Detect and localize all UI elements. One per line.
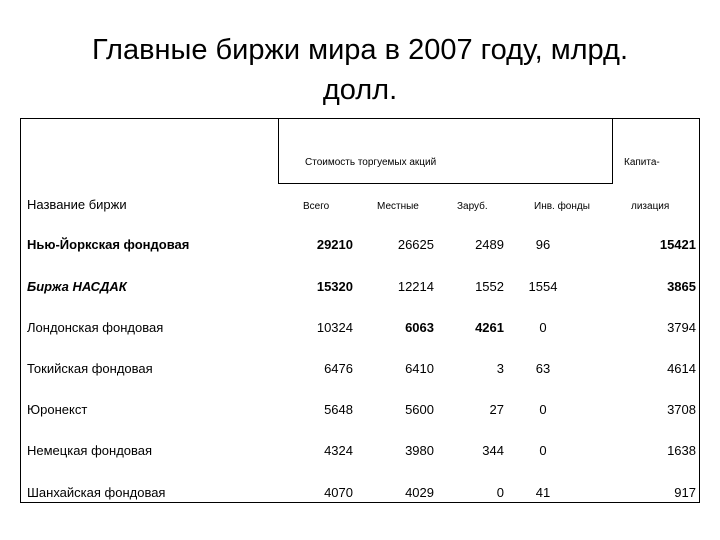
header-foreign: Заруб. xyxy=(457,201,488,212)
cell-foreign: 3 xyxy=(496,361,504,376)
cell-local: 6063 xyxy=(405,320,434,335)
cell-funds: 41 xyxy=(535,485,551,500)
cell-funds: 0 xyxy=(539,320,547,335)
cell-total: 4070 xyxy=(324,485,353,500)
row-exchange-name: Немецкая фондовая xyxy=(27,443,153,458)
cell-total: 4324 xyxy=(324,443,353,458)
cell-total: 15320 xyxy=(316,279,353,294)
cell-total: 5648 xyxy=(324,402,353,417)
cell-local: 26625 xyxy=(397,237,434,252)
cell-cap: 3708 xyxy=(667,402,696,417)
row-exchange-name: Токийская фондовая xyxy=(27,361,153,376)
cell-local: 3980 xyxy=(405,443,434,458)
row-exchange-name: Шанхайская фондовая xyxy=(27,485,166,500)
cell-total: 6476 xyxy=(324,361,353,376)
header-divider-vertical xyxy=(278,119,279,183)
row-exchange-name: Нью-Йоркская фондовая xyxy=(27,237,190,252)
cell-foreign: 1552 xyxy=(475,279,504,294)
cell-foreign: 2489 xyxy=(475,237,504,252)
cell-funds: 63 xyxy=(535,361,551,376)
header-local: Местные xyxy=(377,201,419,212)
header-divider-horizontal xyxy=(278,183,613,184)
exchanges-table xyxy=(20,118,700,503)
header-exchange-name: Название биржи xyxy=(27,197,127,212)
header-trade-value: Стоимость торгуемых акций xyxy=(305,157,437,168)
slide-title-line-1: Главные биржи мира в 2007 году, млрд. xyxy=(91,34,629,66)
cell-foreign: 0 xyxy=(496,485,504,500)
cell-funds: 0 xyxy=(539,443,547,458)
cell-foreign: 4261 xyxy=(475,320,504,335)
cell-funds: 0 xyxy=(539,402,547,417)
header-total: Всего xyxy=(303,201,330,212)
cell-funds: 96 xyxy=(535,237,551,252)
cell-cap: 1638 xyxy=(667,443,696,458)
row-exchange-name: Лондонская фондовая xyxy=(27,320,164,335)
cell-local: 12214 xyxy=(397,279,434,294)
header-capitalization-top: Капита- xyxy=(624,157,660,168)
cell-cap: 917 xyxy=(674,485,696,500)
header-capitalization-bottom: лизация xyxy=(631,201,670,212)
cell-cap: 3794 xyxy=(667,320,696,335)
slide-title xyxy=(0,30,720,110)
header-investment-funds: Инв. фонды xyxy=(534,201,590,212)
row-exchange-name: Биржа НАСДАК xyxy=(27,279,127,294)
cell-cap: 4614 xyxy=(667,361,696,376)
header-divider-vertical-cap xyxy=(612,119,613,183)
row-exchange-name: Юронекст xyxy=(27,402,88,417)
cell-local: 4029 xyxy=(405,485,434,500)
cell-cap: 3865 xyxy=(667,279,696,294)
cell-total: 10324 xyxy=(316,320,353,335)
slide-title-line-2: долл. xyxy=(322,74,398,106)
cell-cap: 15421 xyxy=(659,237,696,252)
cell-local: 5600 xyxy=(405,402,434,417)
cell-funds: 1554 xyxy=(528,279,558,294)
cell-foreign: 344 xyxy=(482,443,504,458)
cell-total: 29210 xyxy=(316,237,353,252)
cell-foreign: 27 xyxy=(489,402,504,417)
cell-local: 6410 xyxy=(405,361,434,376)
